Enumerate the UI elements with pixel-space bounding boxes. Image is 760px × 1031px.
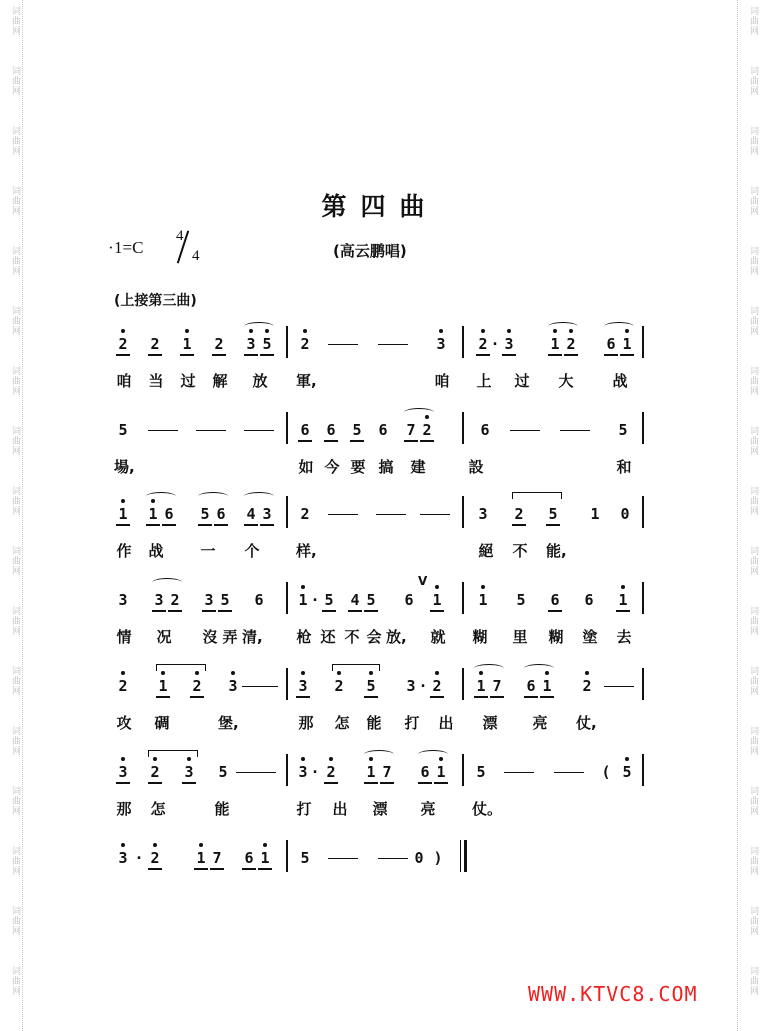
dot-extension: · xyxy=(490,335,500,353)
note: 2 xyxy=(564,334,578,356)
note: 2 xyxy=(148,848,162,870)
note: 3 xyxy=(116,762,130,784)
note: 2 xyxy=(148,334,162,356)
note: 6 xyxy=(242,848,256,870)
note: 1 xyxy=(548,334,562,356)
barline xyxy=(286,668,288,700)
slur xyxy=(146,492,176,501)
sustain-dash xyxy=(196,430,226,431)
note: 3 xyxy=(260,504,274,526)
sustain-dash xyxy=(420,514,450,515)
note: 2 xyxy=(476,334,490,356)
lyric: 今 xyxy=(324,458,340,476)
note: 4 xyxy=(348,590,362,612)
lyric: 咱 xyxy=(434,372,450,390)
slur xyxy=(474,664,504,673)
rest: 0 xyxy=(414,849,424,867)
note: 5 xyxy=(364,590,378,612)
barline xyxy=(286,582,288,614)
note: 6 xyxy=(480,421,490,439)
note: 6 xyxy=(298,420,312,442)
note: 5 xyxy=(476,763,486,781)
barline xyxy=(642,582,644,614)
sustain-dash xyxy=(242,686,278,687)
note: 1 xyxy=(620,334,634,356)
lyric: 解 xyxy=(212,372,228,390)
lyric: 上 xyxy=(476,372,492,390)
lyric: 战 xyxy=(148,542,164,560)
note: 5 xyxy=(260,334,274,356)
side-watermark-text: 词曲网 xyxy=(748,666,758,696)
lyric: 况 xyxy=(156,628,172,646)
lyric: 放 xyxy=(252,372,268,390)
sustain-dash xyxy=(504,772,534,773)
note: 5 xyxy=(620,762,634,782)
side-watermark-text: 词曲网 xyxy=(10,426,20,456)
side-watermark-text: 词曲网 xyxy=(748,246,758,276)
side-watermark-text: 词曲网 xyxy=(10,246,20,276)
lyric: 漂 xyxy=(482,714,498,732)
note: 5 xyxy=(198,504,212,526)
side-watermark-text: 词曲网 xyxy=(748,66,758,96)
barline xyxy=(642,754,644,786)
note: 3 xyxy=(296,676,310,698)
lyric: 沒 xyxy=(202,628,218,646)
lyric: 亮 xyxy=(420,800,436,818)
lyric: 出 xyxy=(438,714,454,732)
note: 2 xyxy=(324,762,338,784)
score-row-1 xyxy=(114,318,654,398)
sustain-dash xyxy=(378,344,408,345)
side-watermark-text: 词曲网 xyxy=(748,966,758,996)
lyric: 枪 xyxy=(296,628,312,646)
note: 1 xyxy=(156,676,170,698)
note: 2 xyxy=(580,676,594,696)
page-title: 第四曲 xyxy=(321,192,439,221)
barline xyxy=(642,412,644,444)
note: 1 xyxy=(590,505,600,523)
note: 1 xyxy=(296,590,310,610)
final-barline-thin xyxy=(460,840,461,872)
note: 3 xyxy=(202,590,216,612)
sustain-dash xyxy=(148,430,178,431)
slur xyxy=(244,492,274,501)
note: 3 xyxy=(434,334,448,354)
sustain-dash xyxy=(244,430,274,431)
note: 3 xyxy=(296,762,310,782)
note: 6 xyxy=(324,420,338,442)
note: 1 xyxy=(540,676,554,698)
side-watermark-text: 词曲网 xyxy=(10,366,20,396)
note: 2 xyxy=(298,334,312,354)
note: 5 xyxy=(218,763,228,781)
lyric: 仗。 xyxy=(472,800,503,818)
score-row-7 xyxy=(114,832,654,912)
barline xyxy=(462,582,464,614)
sustain-dash xyxy=(376,514,406,515)
score-row-2 xyxy=(114,404,654,484)
note: 5 xyxy=(218,590,232,612)
side-watermark-text: 词曲网 xyxy=(748,606,758,636)
note: 5 xyxy=(300,849,310,867)
lyric: 搞 xyxy=(378,458,394,476)
sustain-dash xyxy=(604,686,634,687)
side-watermark-text: 词曲网 xyxy=(10,966,20,996)
lyric: 过 xyxy=(514,372,530,390)
time-signature-denominator: 4 xyxy=(192,248,200,264)
side-watermark-text: 词曲网 xyxy=(10,546,20,576)
open-paren: ( xyxy=(601,763,611,781)
lyric: 清, xyxy=(242,628,263,646)
lyric: 漂 xyxy=(372,800,388,818)
slur xyxy=(548,322,578,331)
note: 3 xyxy=(116,848,130,868)
lyric: 那 xyxy=(116,800,132,818)
lyric: 情 xyxy=(116,628,132,646)
note: 3 xyxy=(502,334,516,356)
side-watermark-text: 词曲网 xyxy=(748,426,758,456)
note: 6 xyxy=(214,504,228,526)
note: 2 xyxy=(512,504,526,526)
note: 6 xyxy=(404,591,414,609)
note: 6 xyxy=(548,590,562,612)
note: 2 xyxy=(148,762,162,784)
lyric: 軍, xyxy=(296,372,317,390)
lyric: 不 xyxy=(512,542,528,560)
note: 2 xyxy=(332,676,346,696)
note: 2 xyxy=(212,334,226,356)
notation-line xyxy=(114,488,654,536)
lyric: 碉 xyxy=(154,714,170,732)
note: 2 xyxy=(168,590,182,612)
barline xyxy=(462,668,464,700)
sustain-dash xyxy=(328,858,358,859)
tie xyxy=(148,750,198,757)
side-watermark-text: 词曲网 xyxy=(10,666,20,696)
side-watermark-text: 词曲网 xyxy=(748,6,758,36)
note: 3 xyxy=(226,676,240,696)
lyric: 能 xyxy=(366,714,382,732)
side-watermark-text: 词曲网 xyxy=(748,366,758,396)
note: 3 xyxy=(182,762,196,784)
lyric: 还 xyxy=(320,628,336,646)
note: 2 xyxy=(116,676,130,696)
side-watermark-text: 词曲网 xyxy=(10,186,20,216)
barline xyxy=(286,326,288,358)
barline xyxy=(462,496,464,528)
side-watermark-text: 词曲网 xyxy=(10,306,20,336)
close-paren: ) xyxy=(433,849,443,867)
side-watermark-text: 词曲网 xyxy=(748,306,758,336)
note: 1 xyxy=(474,676,488,698)
tie xyxy=(156,664,206,671)
note: 1 xyxy=(180,334,194,356)
sustain-dash xyxy=(328,514,358,515)
dot-extension: · xyxy=(134,849,144,867)
lyric: 亮 xyxy=(532,714,548,732)
side-watermark-text: 词曲网 xyxy=(10,6,20,36)
note: 7 xyxy=(380,762,394,784)
lyric: 能 xyxy=(214,800,230,818)
note: 3 xyxy=(244,334,258,356)
side-watermark-text: 词曲网 xyxy=(748,126,758,156)
barline xyxy=(286,496,288,528)
tie xyxy=(512,492,562,499)
notation-line xyxy=(114,574,654,622)
lyric: 糊 xyxy=(548,628,564,646)
lyric: 里 xyxy=(512,628,528,646)
note: 2 xyxy=(190,676,204,698)
slur xyxy=(524,664,554,673)
score-row-3 xyxy=(114,488,654,568)
breath-mark: V xyxy=(418,574,428,588)
lyric: 怎 xyxy=(334,714,350,732)
notation-line xyxy=(114,318,654,366)
barline xyxy=(642,668,644,700)
note: 6 xyxy=(418,762,432,784)
sustain-dash xyxy=(554,772,584,773)
slur xyxy=(198,492,228,501)
side-watermark-text: 词曲网 xyxy=(10,486,20,516)
lyric: 大 xyxy=(558,372,574,390)
note: 1 xyxy=(258,848,272,870)
lyric: 建 xyxy=(410,458,426,476)
side-watermark-text: 词曲网 xyxy=(748,546,758,576)
note: 5 xyxy=(516,591,526,609)
lyric: 战 xyxy=(612,372,628,390)
lyric: 就 xyxy=(430,628,446,646)
sustain-dash xyxy=(510,430,540,431)
sustain-dash xyxy=(328,344,358,345)
sustain-dash xyxy=(236,772,276,773)
right-watermark-strip xyxy=(737,0,760,1031)
score-row-5 xyxy=(114,660,654,740)
lyric: 出 xyxy=(332,800,348,818)
note: 4 xyxy=(244,504,258,526)
lyric: 打 xyxy=(404,714,420,732)
left-watermark-strip xyxy=(0,0,23,1031)
lyric: 絕 xyxy=(478,542,494,560)
lyric: 作 xyxy=(116,542,132,560)
side-watermark-text: 词曲网 xyxy=(10,126,20,156)
notation-line xyxy=(114,832,654,880)
lyric: 如 xyxy=(298,458,314,476)
key-dot: · xyxy=(108,238,114,257)
note: 5 xyxy=(364,676,378,698)
note: 5 xyxy=(118,421,128,439)
key-signature-text: 1=C xyxy=(114,238,144,257)
time-signature xyxy=(172,228,212,270)
lyric: 攻 xyxy=(116,714,132,732)
side-watermark-text: 词曲网 xyxy=(10,786,20,816)
note: 1 xyxy=(430,590,444,612)
note: 1 xyxy=(364,762,378,784)
lyric: 打 xyxy=(296,800,312,818)
note: 1 xyxy=(116,504,130,526)
notation-line xyxy=(114,660,654,708)
side-watermark-text: 词曲网 xyxy=(10,66,20,96)
lyric: 要 xyxy=(350,458,366,476)
side-watermark-text: 词曲网 xyxy=(748,786,758,816)
lyric: 能, xyxy=(546,542,567,560)
key-signature xyxy=(108,238,144,258)
note: 2 xyxy=(116,334,130,356)
barline xyxy=(286,412,288,444)
lyric: 会 xyxy=(366,628,382,646)
note: 1 xyxy=(616,590,630,612)
site-watermark: WWW.KTVC8.COM xyxy=(528,982,698,1006)
tie xyxy=(332,664,380,671)
lyric: 設 xyxy=(468,458,484,476)
lyric: 咱 xyxy=(116,372,132,390)
lyric: 放, xyxy=(386,628,407,646)
side-watermark-text: 词曲网 xyxy=(748,486,758,516)
lyric: 去 xyxy=(616,628,632,646)
note: 5 xyxy=(322,590,336,612)
lyric: 那 xyxy=(298,714,314,732)
continuation-note: (上接第三曲) xyxy=(114,293,197,309)
note: 7 xyxy=(404,420,418,442)
note: 1 xyxy=(476,590,490,610)
slur xyxy=(244,322,274,331)
note: 2 xyxy=(420,420,434,442)
score-row-6 xyxy=(114,746,654,826)
barline xyxy=(286,840,288,872)
note: 7 xyxy=(490,676,504,698)
note: 3 xyxy=(118,591,128,609)
note: 5 xyxy=(546,504,560,526)
side-watermark-text: 词曲网 xyxy=(10,726,20,756)
note: 2 xyxy=(430,676,444,698)
slur xyxy=(604,322,634,331)
note: 7 xyxy=(210,848,224,870)
side-watermark-text: 词曲网 xyxy=(10,906,20,936)
barline xyxy=(462,754,464,786)
slur xyxy=(418,750,448,759)
note: 1 xyxy=(194,848,208,870)
slur xyxy=(404,408,434,417)
dot-extension: · xyxy=(310,763,320,781)
score-row-4 xyxy=(114,574,654,654)
side-watermark-text: 词曲网 xyxy=(10,606,20,636)
sustain-dash xyxy=(560,430,590,431)
sustain-dash xyxy=(378,858,408,859)
note: 5 xyxy=(350,420,364,442)
note: 1 xyxy=(146,504,160,526)
lyric: 不 xyxy=(344,628,360,646)
note: 6 xyxy=(524,676,538,698)
side-watermark-text: 词曲网 xyxy=(10,846,20,876)
lyric: 堡, xyxy=(218,714,239,732)
lyric: 塗 xyxy=(582,628,598,646)
time-signature-numerator: 4 xyxy=(176,228,184,244)
lyric: 仗, xyxy=(576,714,597,732)
lyric: 一 xyxy=(200,542,216,560)
slur xyxy=(364,750,394,759)
lyric: 和 xyxy=(616,458,632,476)
note: 3 xyxy=(406,677,416,695)
barline xyxy=(462,412,464,444)
final-barline-thick xyxy=(464,840,467,872)
side-watermark-text: 词曲网 xyxy=(748,726,758,756)
note: 6 xyxy=(254,591,264,609)
note: 2 xyxy=(300,505,310,523)
rest: 0 xyxy=(620,505,630,523)
dot-extension: · xyxy=(310,591,320,609)
side-watermark-text: 词曲网 xyxy=(748,846,758,876)
performer-credit: (高云鹏唱) xyxy=(333,242,407,260)
slur xyxy=(152,578,182,587)
note: 3 xyxy=(152,590,166,612)
lyric: 个 xyxy=(244,542,260,560)
note: 1 xyxy=(434,762,448,784)
barline xyxy=(642,326,644,358)
side-watermark-text: 词曲网 xyxy=(748,186,758,216)
note: 6 xyxy=(604,334,618,356)
side-watermark-text: 词曲网 xyxy=(748,906,758,936)
lyric: 当 xyxy=(148,372,164,390)
barline xyxy=(642,496,644,528)
lyric: 样, xyxy=(296,542,317,560)
lyric: 过 xyxy=(180,372,196,390)
barline xyxy=(462,326,464,358)
dot-extension: · xyxy=(418,677,428,695)
note: 3 xyxy=(478,505,488,523)
lyric: 弄 xyxy=(222,628,238,646)
notation-line xyxy=(114,404,654,452)
notation-line xyxy=(114,746,654,794)
note: 6 xyxy=(584,591,594,609)
lyric: 場, xyxy=(114,458,135,476)
barline xyxy=(286,754,288,786)
lyric: 糊 xyxy=(472,628,488,646)
note: 5 xyxy=(618,421,628,439)
note: 6 xyxy=(162,504,176,526)
lyric: 怎 xyxy=(150,800,166,818)
note: 6 xyxy=(378,421,388,439)
